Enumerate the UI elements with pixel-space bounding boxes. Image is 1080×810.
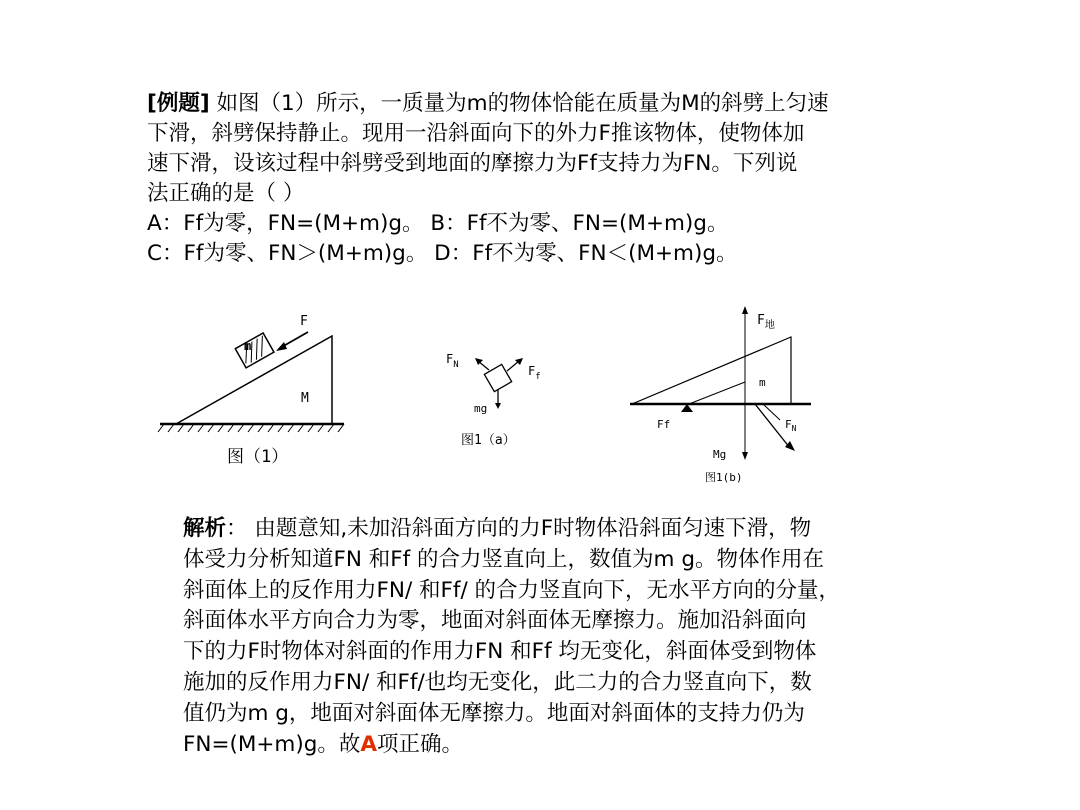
fn-label: $F_N$ xyxy=(446,352,459,370)
analysis-line-8: FN=(M+m)g。故A项正确。 xyxy=(183,731,464,757)
figure-1a xyxy=(440,305,580,455)
mg-label: mg xyxy=(474,402,488,415)
block-m-label: m xyxy=(759,376,766,389)
ff-label: Ff xyxy=(657,418,671,431)
choices-row-2: C：Ff为零、FN＞(M+m)g。 D：Ff不为零、FN＜(M+m)g。 xyxy=(147,241,738,266)
block-diamond xyxy=(484,364,511,391)
figure-1a-caption: 图1（a） xyxy=(461,433,516,448)
question-line-4: 法正确的是（ ） xyxy=(147,181,305,206)
wedge-m-label: M xyxy=(301,391,309,406)
mg-label: Mg xyxy=(713,448,727,461)
ff-label: $F_f$ xyxy=(528,364,541,382)
analysis-line-6: 施加的反作用力FN/ 和Ff/也均无变化，此二力的合力竖直向下，数 xyxy=(183,669,812,695)
analysis-label: 解析 xyxy=(183,516,227,541)
top-force-label: $F_地$ xyxy=(757,313,775,331)
figure-1b xyxy=(625,300,820,490)
fn-line xyxy=(689,382,745,404)
analysis-line-5: 下的力F时物体对斜面的作用力FN 和Ff 均无变化，斜面体受到物体 xyxy=(183,639,817,665)
question-text xyxy=(147,89,997,269)
figure-1 xyxy=(152,298,352,478)
answer-highlight: A xyxy=(360,731,378,757)
analysis-line-7: 值仍为m g，地面对斜面体无摩擦力。地面对斜面体的支持力仍为 xyxy=(183,700,805,726)
question-line-2: 下滑，斜劈保持静止。现用一沿斜面向下的外力F推该物体，使物体加 xyxy=(147,121,805,146)
force-f-arrowhead xyxy=(276,342,287,351)
example-tag: [例题] xyxy=(147,91,210,116)
analysis-line-4: 斜面体水平方向合力为零，地面对斜面体无摩擦力。施加沿斜面向 xyxy=(183,608,807,634)
analysis-line-2: 体受力分析知道FN 和Ff 的合力竖直向上，数值为m g。物体作用在 xyxy=(183,546,824,572)
force-f-label: F xyxy=(300,314,308,329)
figure-1-diagram xyxy=(152,298,352,478)
analysis-line-3: 斜面体上的反作用力FN/ 和Ff/ 的合力竖直向下，无水平方向的分量， xyxy=(183,577,841,603)
wedge xyxy=(632,337,791,404)
block-m-label: m xyxy=(244,339,252,353)
figure-1-caption: 图（1） xyxy=(227,447,289,467)
figure-1a-diagram xyxy=(440,305,580,455)
fn-label: $F_N$ xyxy=(785,418,797,433)
figure-1b-caption: 图1(b) xyxy=(705,471,743,484)
question-line-3: 速下滑，设该过程中斜劈受到地面的摩擦力为Ff支持力为FN。下列说 xyxy=(147,151,798,176)
analysis-text xyxy=(183,514,1003,760)
analysis-line-1: 解析： 由题意知,未加沿斜面方向的力F时物体沿斜面匀速下滑，物 xyxy=(183,516,812,541)
ff-arrow xyxy=(507,361,519,371)
question-line-1: [例题] 如图（1）所示，一质量为m的物体恰能在质量为M的斜劈上匀速 xyxy=(147,91,829,116)
block-m xyxy=(235,333,274,368)
figure-1b-diagram xyxy=(625,300,820,490)
choices-row-1: A：Ff为零，FN=(M+m)g。 B：Ff不为零、FN=(M+m)g。 xyxy=(147,211,729,236)
